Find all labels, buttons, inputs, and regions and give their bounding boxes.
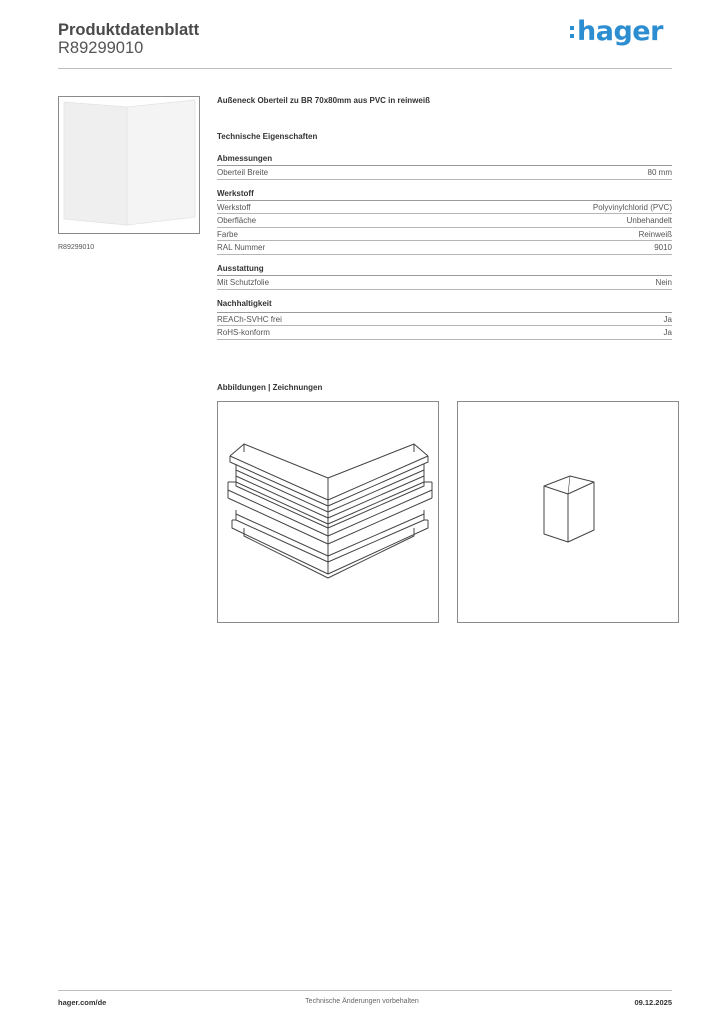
spec-label: Oberfläche: [217, 216, 257, 226]
spec-value: 9010: [654, 243, 672, 253]
spec-row: [217, 241, 672, 255]
spec-label: RAL Nummer: [217, 243, 266, 253]
spec-row: [217, 214, 672, 228]
footer-divider: [58, 990, 672, 991]
drawings-heading: Abbildungen | Zeichnungen: [217, 383, 323, 392]
spec-group-nachhaltigkeit: [217, 299, 672, 340]
corner-sketch: [457, 401, 679, 623]
spec-row: [217, 228, 672, 242]
spec-group-abmessungen: [217, 154, 672, 180]
spec-value: Nein: [655, 277, 672, 287]
footer-date: 09.12.2025: [634, 998, 672, 1007]
spec-row: [217, 313, 672, 327]
footer-website-link[interactable]: hager.com/de: [58, 998, 107, 1007]
footer-disclaimer: Technische Änderungen vorbehalten: [305, 998, 419, 1005]
spec-value: Polyvinylchlorid (PVC): [592, 202, 672, 212]
spec-label: RoHS-konform: [217, 328, 270, 338]
logo-wordmark: hager: [577, 16, 663, 47]
product-code: R89299010: [58, 39, 144, 57]
spec-value: Reinweiß: [638, 229, 672, 239]
product-photo-caption: R89299010: [58, 244, 95, 251]
product-details: [217, 96, 672, 349]
product-title: Außeneck Oberteil zu BR 70x80mm aus PVC in reinweiß: [217, 96, 430, 105]
spec-row: [217, 166, 672, 180]
spec-label: Farbe: [217, 229, 238, 239]
spec-row: [217, 201, 672, 215]
spec-group-werkstoff: [217, 189, 672, 255]
spec-group-title: Nachhaltigkeit: [217, 299, 672, 313]
spec-label: Werkstoff: [217, 202, 251, 212]
spec-row: [217, 276, 672, 290]
spec-value: Ja: [663, 328, 672, 338]
profile-drawing: [217, 401, 439, 623]
spec-group-title: Abmessungen: [217, 154, 672, 166]
document-title: Produktdatenblatt: [58, 21, 200, 39]
spec-label: Oberteil Breite: [217, 168, 269, 177]
spec-value: 80 mm: [647, 168, 672, 177]
product-photo: [58, 96, 200, 234]
spec-label: REACh-SVHC frei: [217, 314, 282, 324]
spec-group-title: Ausstattung: [217, 264, 672, 276]
spec-value: Unbehandelt: [626, 216, 672, 226]
spec-label: Mit Schutzfolie: [217, 277, 270, 287]
spec-row: [217, 326, 672, 340]
header-divider: [58, 68, 672, 69]
hager-logo[interactable]: [567, 14, 667, 48]
specs-heading: Technische Eigenschaften: [217, 132, 318, 141]
spec-value: Ja: [663, 314, 672, 324]
spec-group-ausstattung: [217, 264, 672, 290]
spec-group-title: Werkstoff: [217, 189, 672, 201]
